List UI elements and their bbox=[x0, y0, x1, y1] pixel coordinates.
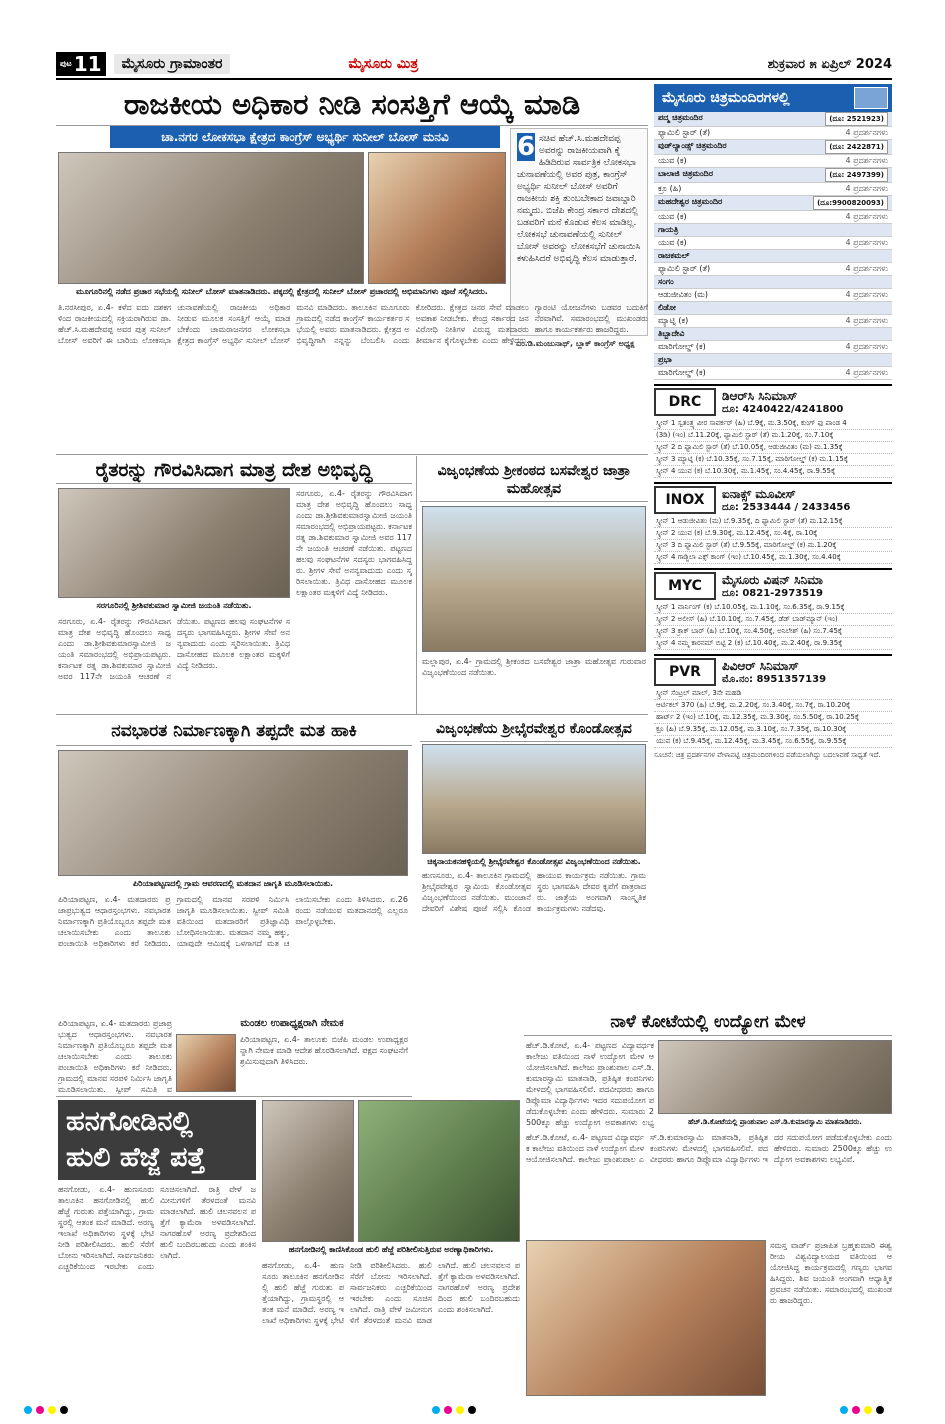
movie-title: ಫ್ಯಾಮಿಲಿ ಸ್ಟಾರ್ (ತೆ) bbox=[658, 264, 711, 273]
multiplex-block bbox=[654, 384, 892, 478]
newspaper-logo: ಮೈಸೂರು ಮಿತ್ರ bbox=[348, 56, 419, 72]
show-row bbox=[654, 127, 892, 140]
kondotsava-photo bbox=[422, 744, 646, 854]
section-title: ಮೈಸೂರು ಗ್ರಾಮಾಂತರ bbox=[114, 54, 231, 74]
kondotsava-caption: ಚಿಕ್ಕನಾಯಕನಹಳ್ಳಿಯಲ್ಲಿ ಶ್ರೀಭೈರವೇಶ್ವರ ಕೊಂಡೋತ್ಸವ ವಿಜೃಂಭಣೆಯಿಂದ ನಡೆಯಿತು. bbox=[427, 857, 641, 866]
lead-headline: ರಾಜಕೀಯ ಅಧಿಕಾರ ನೀಡಿ ಸಂಸತ್ತಿಗೆ ಆಯ್ಕೆ ಮಾಡಿ bbox=[56, 84, 648, 126]
show-row bbox=[654, 263, 892, 276]
movie-title: ಯುವ (ಕ) bbox=[658, 156, 687, 165]
farmers-body: ಸರಗೂರು, ಏ.4- ರೈತರನ್ನು ಗೌರವಿಸಿದಾಗ ಮಾತ್ರ ದೇಶ ಅಭಿವೃದ್ಧಿ ಹೊಂದಲು ಸಾಧ್ಯ ಎಂದು ಡಾ.ಶ್ರೀಶಿವಕುಮಾರಸ್ವಾಮೀಜಿ ಜಯಂತಿ ಸಮಾರಂಭದಲ್ಲಿ ಅಭಿಪ್ರಾಯಪಟ್ಟರು. ಕರ್ನಾಟಕ ರತ್ನ ಡಾ.ಶಿವಕುಮಾರ ಸ್ವಾಮೀಜಿ ಅವರ 117ನೇ ಜಯಂತಿ ಆಚರಣೆ ನಡೆಯಿತು. ಪಟ್ಟಣದ ಹಲವು ಸಂಘಟನೆಗಳ ಸದಸ್ಯರು ಭಾಗವಹಿಸಿದ್ದರು. ಶ್ರೀಗಳ ಸೇವೆ ಅನನ್ಯವಾದುದು ಎಂದು ಸ್ಮರಿಸಲಾಯಿತು. ತ್ರಿವಿಧ ದಾಸೋಹದ ಮೂಲಕ ಲಕ್ಷಾಂತರ ಮಕ್ಕಳಿಗೆ ವಿದ್ಯೆ ನೀಡಿದರು. bbox=[58, 617, 290, 681]
multiplex-phone: ದೂ: 4240422/4241800 bbox=[722, 404, 844, 415]
screen-row: ಸ್ಕ್ರೀನ್ 4 ಗಾಡ್ಜಿಲಾ ಎಕ್ಸ್ ಕಾಂಗ್ (ಇಂ) ಬೆ.10.45ಕ್ಕೆ, ಮ.1.30ಕ್ಕೆ, ಸಂ.4.40ಕ್ಕೆ bbox=[654, 552, 892, 564]
appoint-body: ಪಿರಿಯಾಪಟ್ಟಣ, ಏ.4- ತಾಲೂಕು ಬಿಜೆಪಿ ಮಂಡಲ ಉಪಾಧ್ಯಕ್ಷರನ್ನಾಗಿ ನೇಮಕ ಮಾಡಿ ಆದೇಶ ಹೊರಡಿಸಲಾಗಿದೆ. ಪಕ್ಷದ ಸಂಘಟನೆಗೆ ಶ್ರಮಿಸುವುದಾಗಿ ತಿಳಿಸಿದರು. bbox=[240, 1035, 408, 1066]
show-count: 4 ಪ್ರದರ್ಶನಗಳು bbox=[845, 368, 888, 377]
divider bbox=[416, 456, 417, 714]
vote-body: ಪಿರಿಯಾಪಟ್ಟಣ, ಏ.4- ಮತದಾರರು ಪ್ರಜಾಪ್ರಭುತ್ವದ ಆಧಾರಸ್ತಂಭಗಳು. ನವಭಾರತ ನಿರ್ಮಾಣಕ್ಕಾಗಿ ಪ್ರತಿಯೊಬ್ಬರೂ ತಪ್ಪದೇ ಮತ ಚಲಾಯಿಸಬೇಕು ಎಂದು ತಾಲೂಕು ಪಂಚಾಯಿತಿ ಅಧಿಕಾರಿಗಳು ಕರೆ ನೀಡಿದರು. ಗ್ರಾಮದಲ್ಲಿ ಮಾನವ ಸರಪಳಿ ನಿರ್ಮಿಸಿ ಜಾಗೃತಿ ಮೂಡಿಸಲಾಯಿತು. ಸ್ವೀಪ್ ಸಮಿತಿ ವತಿಯಿಂದ ಮತದಾರರಿಗೆ ಪ್ರತಿಜ್ಞಾವಿಧಿ ಬೋಧಿಸಲಾಯಿತು. ಮತದಾನ ನಮ್ಮ ಹಕ್ಕು, ಯಾವುದೇ ಆಮಿಷಕ್ಕೆ ಒಳಗಾಗದೆ ಮತ ಚಲಾಯಿಸಬೇಕು ಎಂದು ತಿಳಿಸಿದರು. ಏ.26ರಂದು ನಡೆಯುವ ಮತದಾನದಲ್ಲಿ ಎಲ್ಲರೂ ಪಾಲ್ಗೊಳ್ಳಬೇಕು. bbox=[58, 895, 408, 948]
cinema-panel-title: ಮೈಸೂರು ಚಿತ್ರಮಂದಿರಗಳಲ್ಲಿ bbox=[654, 84, 892, 112]
tiger-body-cont: ಹನಗೋಡು, ಏ.4- ಹುಣಸೂರು ತಾಲೂಕಿನ ಹನಗೋಡಿನಲ್ಲಿ ಹುಲಿ ಹೆಜ್ಜೆ ಗುರುತು ಪತ್ತೆಯಾಗಿದ್ದು, ಗ್ರಾಮಸ್ಥರಲ್ಲಿ ಆತಂಕ ಮನೆ ಮಾಡಿದೆ. ಅರಣ್ಯ ಇಲಾಖೆ ಅಧಿಕಾರಿಗಳು ಸ್ಥಳಕ್ಕೆ ಭೇಟಿ ನೀಡಿ ಪರಿಶೀಲಿಸಿದರು. ಹುಲಿ ಸೆರೆಗೆ ಬೋನು ಇರಿಸಲಾಗಿದೆ. ಸಾರ್ವಜನಿಕರು ಎಚ್ಚರಿಕೆಯಿಂದ ಇರಬೇಕು ಎಂದು ಸೂಚಿಸಲಾಗಿದೆ. ರಾತ್ರಿ ವೇಳೆ ಜಮೀನುಗಳಿಗೆ ತೆರಳದಂತೆ ಮನವಿ ಮಾಡಲಾಗಿದೆ. ಹುಲಿ ಚಲನವಲನ ಪತ್ತೆಗೆ ಕ್ಯಾಮೆರಾ ಅಳವಡಿಸಲಾಗಿದೆ. ನಾಗರಹೊಳೆ ಅರಣ್ಯ ಪ್ರದೇಶದಿಂದ ಹುಲಿ ಬಂದಿರಬಹುದು ಎಂದು ಶಂಕಿಸಲಾಗಿದೆ. bbox=[262, 1261, 520, 1325]
lead-photo-rally bbox=[58, 152, 364, 284]
theatre-name: ಬಾಲಾಜಿ ಚಿತ್ರಮಂದಿರ bbox=[658, 169, 713, 178]
show-row bbox=[654, 315, 892, 328]
lead-photo-puja bbox=[368, 152, 506, 284]
multiplex-header bbox=[654, 482, 892, 516]
multiplex-header bbox=[654, 568, 892, 602]
registration-dot bbox=[876, 1406, 884, 1414]
event-body: ಸಮಸ್ತ ವಾರ್ಡ್ ಪ್ರಜಾಪಿತ ಬ್ರಹ್ಮಕುಮಾರಿ ಈಶ್ವರೀಯ ವಿಶ್ವವಿದ್ಯಾಲಯದ ವತಿಯಿಂದ ಆಯೋಜಿಸಿದ್ದ ಕಾರ್ಯಕ್ರಮದಲ್ಲಿ ಗಣ್ಯರು ಭಾಗವಹಿಸಿದ್ದರು. ಶಿವ ಜಯಂತಿ ಅಂಗವಾಗಿ ಆಧ್ಯಾತ್ಮಿಕ ಪ್ರವಚನ ನಡೆಯಿತು. ಸಮಾರಂಭದಲ್ಲಿ ಮುಖಂಡರು ಹಾಜರಿದ್ದರು. bbox=[770, 1241, 892, 1305]
theatre-name: ತಿಬ್ಬಾದೇವಿ bbox=[658, 329, 685, 338]
screen-row: ಸ್ಕ್ರೀನ್ ಸೆಂಟ್ರಲ್ ಮಾಲ್, 3ನೇ ಮಹಡಿ bbox=[654, 688, 892, 700]
movie-title: ಕ್ರೂ (ಹಿ) bbox=[658, 184, 682, 193]
quote-attribution: - ಎಂ.ಡಿ.ಮಂಜುನಾಥ್, ಬ್ಲಾಕ್ ಕಾಂಗ್ರೆಸ್ ಅಧ್ಯಕ್ಷ bbox=[510, 339, 635, 348]
job-body: ಹೆಚ್.ಡಿ.ಕೋಟೆ, ಏ.4- ಪಟ್ಟಣದ ವಿದ್ಯಾವರ್ಧಕ ಕಾಲೇಜು ವತಿಯಿಂದ ನಾಳೆ ಉದ್ಯೋಗ ಮೇಳ ಆಯೋಜಿಸಲಾಗಿದೆ. ಕಾಲೇಜು ಪ್ರಾಂಶುಪಾಲ ಎಸ್.ಡಿ.ಕುಮಾರಸ್ವಾಮಿ ಮಾತನಾಡಿ, ಪ್ರತಿಷ್ಠಿತ ಕಂಪನಿಗಳು ಮೇಳದಲ್ಲಿ ಭಾಗವಹಿಸಲಿವೆ. ಪದವೀಧರರು ಹಾಗೂ ಡಿಪ್ಲೊಮಾ ವಿದ್ಯಾರ್ಥಿಗಳು ಇದರ ಸದುಪಯೋಗ ಪಡೆದುಕೊಳ್ಳಬೇಕು ಎಂದು ಹೇಳಿದರು. ಸುಮಾರು 2500ಕ್ಕೂ ಹೆಚ್ಚು ಉದ್ಯೋಗ ಅವಕಾಶಗಳು ಲಭ್ಯ bbox=[526, 1041, 654, 1127]
movie-title: ಆಡುಜೀವಿತಂ (ಮ) bbox=[658, 290, 708, 299]
screen-row: ಸ್ಕ್ರೀನ್ 3 ದಿ ಫ್ಯಾಮಿಲಿ ಸ್ಟಾರ್ (ತೆ) ಬೆ.9.55ಕ್ಕೆ, ಮಾರಿಗೋಲ್ಡ್ (ಕ) ಮ.1.20ಕ್ಕೆ bbox=[654, 540, 892, 552]
multiplex-name: ಪಿವಿಆರ್ ಸಿನಿಮಾಸ್ bbox=[722, 659, 799, 673]
multiplex-phone: ದೂ: 2533444 / 2433456 bbox=[722, 502, 851, 513]
appoint-headline: ಮಂಡಲ ಉಪಾಧ್ಯಕ್ಷರಾಗಿ ನೇಮಕ bbox=[240, 1018, 344, 1029]
screen-row: ಸ್ಕ್ರೀನ್ 1 ಆಡುಜೀವಿತಂ (ಮ) ಬೆ.9.35ಕ್ಕೆ, ದಿ ಫ್ಯಾಮಿಲಿ ಸ್ಟಾರ್ (ತೆ) ಮ.12.15ಕ್ಕೆ bbox=[654, 516, 892, 528]
kondotsava-headline: ವಿಜೃಂಭಣೆಯ ಶ್ರೀಭೈರವೇಶ್ವರ ಕೊಂಡೋತ್ಸವ bbox=[420, 716, 648, 742]
movie-title: ಮಾರಿಗೋಲ್ಡ್ (ಕ) bbox=[658, 368, 706, 377]
theatre-name: ಪದ್ಮ ಚಿತ್ರಮಂದಿರ bbox=[658, 113, 703, 122]
theatre-name: ಪ್ರಭಾ bbox=[658, 355, 672, 364]
lead-body: ತಿ.ನರಸೀಪುರ, ಏ.4- ಕಳೆದ ಐದು ದಶಕಗಳಿಂದ ರಾಜಕೀಯದಲ್ಲಿ ಸಕ್ರಿಯರಾಗಿರುವ ಡಾ.ಹೆಚ್.ಸಿ.ಮಹದೇವಪ್ಪ ಅವರ ಪುತ್ರ ಸುನೀಲ್ ಬೋಸ್ ಅವರಿಗೆ ಈ ಬಾರಿಯ ಲೋಕಸಭಾ ಚುನಾವಣೆಯಲ್ಲಿ ರಾಜಕೀಯ ಅಧಿಕಾರ ನೀಡುವ ಮೂಲಕ ಸಂಸತ್ತಿಗೆ ಆಯ್ಕೆ ಮಾಡಬೇಕೆಂದು ಚಾಮರಾಜನಗರ ಲೋಕಸಭಾ ಕ್ಷೇತ್ರದ ಕಾಂಗ್ರೆಸ್ ಅಭ್ಯರ್ಥಿ ಸುನೀಲ್ ಬೋಸ್ ಮನವಿ ಮಾಡಿದರು. ತಾಲೂಕಿನ ಮೂಗೂರು ಗ್ರಾಮದಲ್ಲಿ ನಡೆದ ಕಾಂಗ್ರೆಸ್ ಕಾರ್ಯಕರ್ತರ ಸಭೆಯಲ್ಲಿ ಅವರು ಮಾತನಾಡಿದರು. ಕ್ಷೇತ್ರದ ಅಭಿವೃದ್ಧಿಗಾಗಿ ನನ್ನನ್ನು ಬೆಂಬಲಿಸಿ ಎಂದು ಕೋರಿದರು. ಕ್ಷೇತ್ರದ ಜನರ ಸೇವೆ ಮಾಡಲು ಅವಕಾಶ ನೀಡಬೇಕು. ಕೇಂದ್ರ ಸರ್ಕಾರದ ಜನವಿರೋಧಿ ನೀತಿಗಳ ವಿರುದ್ಧ ಮತದಾರರು ತೀರ್ಮಾನ ಕೈಗೊಳ್ಳಬೇಕು ಎಂದು ಹೇಳಿದರು. ಗ್ಯಾರಂಟಿ ಯೋಜನೆಗಳು ಬಡವರ ಬದುಕಿಗೆ ನೆರವಾಗಿವೆ. ಸಮಾರಂಭದಲ್ಲಿ ಮುಖಂಡರು ಹಾಗೂ ಕಾರ್ಯಕರ್ತರು ಹಾಜರಿದ್ದರು. bbox=[58, 303, 648, 345]
theatre-name-row bbox=[654, 196, 892, 211]
show-count: 4 ಪ್ರದರ್ಶನಗಳು bbox=[845, 316, 888, 325]
tiger-caption: ಹನಗೋಡಿನಲ್ಲಿ ಕಾಣಿಸಿಕೊಂಡ ಹುಲಿ ಹೆಜ್ಜೆ ಪರಿಶೀಲಿಸುತ್ತಿರುವ ಅರಣ್ಯಾಧಿಕಾರಿಗಳು. bbox=[288, 1245, 494, 1254]
multiplex-block bbox=[654, 654, 892, 748]
multiplex-block bbox=[654, 568, 892, 650]
theatre-name-row bbox=[654, 302, 892, 315]
farmers-body-cont: ಸರಗೂರು, ಏ.4- ರೈತರನ್ನು ಗೌರವಿಸಿದಾಗ ಮಾತ್ರ ದೇಶ ಅಭಿವೃದ್ಧಿ ಹೊಂದಲು ಸಾಧ್ಯ ಎಂದು ಡಾ.ಶ್ರೀಶಿವಕುಮಾರಸ್ವಾಮೀಜಿ ಜಯಂತಿ ಸಮಾರಂಭದಲ್ಲಿ ಅಭಿಪ್ರಾಯಪಟ್ಟರು. ಕರ್ನಾಟಕ ರತ್ನ ಡಾ.ಶಿವಕುಮಾರ ಸ್ವಾಮೀಜಿ ಅವರ 117ನೇ ಜಯಂತಿ ಆಚರಣೆ ನಡೆಯಿತು. ಪಟ್ಟಣದ ಹಲವು ಸಂಘಟನೆಗಳ ಸದಸ್ಯರು ಭಾಗವಹಿಸಿದ್ದರು. ಶ್ರೀಗಳ ಸೇವೆ ಅನನ್ಯವಾದುದು ಎಂದು ಸ್ಮರಿಸಲಾಯಿತು. ತ್ರಿವಿಧ ದಾಸೋಹದ ಮೂಲಕ ಲಕ್ಷಾಂತರ ಮಕ್ಕಳಿಗೆ ವಿದ್ಯೆ ನೀಡಿದರು. bbox=[296, 489, 412, 597]
lead-subhead: ಚಾ.ನಗರ ಲೋಕಸಭಾ ಕ್ಷೇತ್ರದ ಕಾಂಗ್ರೆಸ್ ಅಭ್ಯರ್ಥಿ ಸುನೀಲ್ ಬೋಸ್ ಮನವಿ bbox=[110, 126, 500, 148]
theatre-phone: (ದೂ: 2497399) bbox=[825, 168, 888, 182]
tiger-pugmark-photo bbox=[262, 1100, 354, 1242]
multiplex-block bbox=[654, 482, 892, 564]
cinema-listings bbox=[654, 84, 892, 770]
theatre-name-row bbox=[654, 276, 892, 289]
registration-dot bbox=[840, 1406, 848, 1414]
issue-date: ಶುಕ್ರವಾರ ೫ ಏಪ್ರಿಲ್ 2024 bbox=[767, 56, 892, 72]
vote-photo bbox=[58, 750, 408, 876]
farmers-caption: ಸರಗೂರಿನಲ್ಲಿ ಶ್ರೀಶಿವಕುಮಾರ ಸ್ವಾಮೀಜಿ ಜಯಂತಿ ನಡೆಯಿತು. bbox=[96, 601, 252, 610]
theatre-phone: (ದೂ:9900820093) bbox=[813, 196, 888, 210]
registration-dot bbox=[24, 1406, 32, 1414]
job-headline: ನಾಳೆ ಕೋಟೆಯಲ್ಲಿ ಉದ್ಯೋಗ ಮೇಳ bbox=[524, 1008, 892, 1036]
show-row bbox=[654, 237, 892, 250]
screen-row: ಸ್ಕ್ರೀನ್ 4 ನಮ್ಮ ಕಾರನಮ್ ಬಿಟ್ಟಿ 2 (ಕ) ಬೆ.10.40ಕ್ಕೆ, ಮ.2.40ಕ್ಕೆ, ರಾ.9.35ಕ್ಕೆ bbox=[654, 638, 892, 650]
screen-row: ಸ್ಕ್ರೀನ್ 2 ದಿ ಫ್ಯಾಮಿಲಿ ಸ್ಟಾರ್ (ತೆ) ಬೆ.10.05ಕ್ಕೆ, ಆಡುಜೀವಿತಂ (ಮ) ಮ.1.35ಕ್ಕೆ bbox=[654, 442, 892, 454]
show-count: 4 ಪ್ರದರ್ಶನಗಳು bbox=[845, 342, 888, 351]
movie-title: ಯುವ (ಕ) bbox=[658, 212, 687, 221]
registration-dot bbox=[444, 1406, 452, 1414]
multiplex-logo: DRC bbox=[654, 388, 716, 416]
kondotsava-body: ಹುಣಸೂರು, ಏ.4- ತಾಲೂಕಿನ ಗ್ರಾಮದಲ್ಲಿ ಶ್ರೀಭೈರವೇಶ್ವರ ಸ್ವಾಮಿಯ ಕೊಂಡೋತ್ಸವ ವಿಜೃಂಭಣೆಯಿಂದ ನಡೆಯಿತು. ಮುಂಜಾನೆ ದೇವರಿಗೆ ವಿಶೇಷ ಪೂಜೆ ಸಲ್ಲಿಸಿ ಕೊಂಡ ಹಾಯುವ ಕಾರ್ಯಕ್ರಮ ನಡೆಯಿತು. ಗ್ರಾಮಸ್ಥರು ಭಾಗವಹಿಸಿ ದೇವರ ಕೃಪೆಗೆ ಪಾತ್ರರಾದರು. ಜಾತ್ರೆಯ ಅಂಗವಾಗಿ ಸಾಂಸ್ಕೃತಿಕ ಕಾರ್ಯಕ್ರಮಗಳು ನಡೆದವು. bbox=[422, 871, 646, 913]
theatre-name: ಮಹದೇಶ್ವರ ಚಿತ್ರಮಂದಿರ bbox=[658, 197, 723, 206]
movie-title: ಫ್ಯಾಮಿಲಿ ಸ್ಟಾರ್ (ತೆ) bbox=[658, 128, 711, 137]
job-photo bbox=[658, 1040, 892, 1114]
theatre-name-row bbox=[654, 140, 892, 155]
divider bbox=[56, 714, 648, 715]
show-count: 4 ಪ್ರದರ್ಶನಗಳು bbox=[845, 290, 888, 299]
show-row bbox=[654, 183, 892, 196]
registration-dot bbox=[468, 1406, 476, 1414]
quote-number: 6 bbox=[516, 132, 536, 162]
print-registration-right bbox=[840, 1406, 884, 1414]
show-row bbox=[654, 211, 892, 224]
multiplex-logo: INOX bbox=[654, 486, 716, 514]
screen-row: ಆರ್ಟಿಕಲ್ 370 (ಹಿ) ಬೆ.9ಕ್ಕೆ, ಮ.2.20ಕ್ಕೆ, ಸಂ.3.40ಕ್ಕೆ, ಸಂ.7ಕ್ಕೆ, ರಾ.10.20ಕ್ಕೆ bbox=[654, 700, 892, 712]
theatre-name-row bbox=[654, 168, 892, 183]
tiger-headline-line2: ಹುಲಿ ಹೆಜ್ಜೆ ಪತ್ತೆ bbox=[66, 1142, 206, 1173]
show-count: 4 ಪ್ರದರ್ಶನಗಳು bbox=[845, 184, 888, 193]
registration-dot bbox=[456, 1406, 464, 1414]
screen-row: ಸ್ಕ್ರೀನ್ 3 ಮ್ಯಾಟ್ನಿ (ಕ) ಬೆ.10.35ಕ್ಕೆ, ಸಂ.7.15ಕ್ಕೆ, ಮಾರಿಗೋಲ್ಡ್ (ಕ) ಮ.1.15ಕ್ಕೆ bbox=[654, 454, 892, 466]
screen-row: ಸ್ಕ್ರೀನ್ 3 ಕ್ರಾಕ್ ಬಾರ್ (ಹಿ) ಬೆ.10ಕ್ಕೆ, ಸಂ.4.50ಕ್ಕೆ, ಅನಿಲೇಶ್ (ಹಿ) ಸಂ.7.45ಕ್ಕೆ bbox=[654, 626, 892, 638]
farmers-photo bbox=[58, 488, 290, 598]
multiplex-phone: ದೂ: 0821-2973519 bbox=[722, 588, 824, 599]
theatre-phone: (ದೂ: 2422871) bbox=[825, 140, 888, 154]
show-count: 4 ಪ್ರದರ್ಶನಗಳು bbox=[845, 264, 888, 273]
tiger-officials-photo bbox=[358, 1100, 520, 1242]
quote-text: ಸಚಿವ ಹೆಚ್.ಸಿ.ಮಹದೇವಪ್ಪ ಅವರನ್ನು ರಾಜಕೀಯವಾಗಿ ಕೈ ಹಿಡಿದಿರುವ ಸಾರ್ವತ್ರಿಕ ಲೋಕಸಭಾ ಚುನಾವಣೆಯಲ್ಲಿ ಅವರ ಪುತ್ರ, ಕಾಂಗ್ರೆಸ್ ಅಭ್ಯರ್ಥಿ ಸುನೀಲ್ ಬೋಸ್ ಅವರಿಗೆ ರಾಜಕೀಯ ಶಕ್ತಿ ತುಂಬಬೇಕಾದ ಜವಾಬ್ದಾರಿ ನಮ್ಮದು. ಬಿಜೆಪಿ ಕೇಂದ್ರ ಸರ್ಕಾರ ದೇಶದಲ್ಲಿ ಬಡವರಿಗೆ ಮನೆ ಕೊಡುವ ಕೆಲಸ ಮಾಡಿಲ್ಲ. ಲೋಕಸಭೆ ಚುನಾವಣೆಯಲ್ಲಿ ಸುನೀಲ್ ಬೋಸ್ ಅವರನ್ನು ಲೋಕಸಭೆಗೆ ಚುನಾಯಿಸಿ ಕಳುಹಿಸಿದರೆ ಅಭಿವೃದ್ಧಿ ಕೆಲಸ ಮಾಡುತ್ತಾರೆ. bbox=[517, 134, 641, 264]
job-caption: ಹೆಚ್.ಡಿ.ಕೋಟೆಯಲ್ಲಿ ಪ್ರಾಂಶುಪಾಲ ಎಸ್.ಡಿ.ಕುಮಾರಸ್ವಾಮಿ ಮಾತನಾಡಿದರು. bbox=[688, 1118, 862, 1126]
theatre-name-row bbox=[654, 224, 892, 237]
multiplex-name: ಮೈಸೂರು ವಿಷನ್ ಸಿನಿಮಾ bbox=[722, 573, 823, 587]
screen-row: ಸ್ಕ್ರೀನ್ 2 ಅಲೀಸ್ (ಹಿ) ಬೆ.10.10ಕ್ಕೆ, ಸಂ.7.45ಕ್ಕೆ, ಡೆಡ್ ಬಾಡ್‌ಮ್ಯಾನ್ (ಇಂ) bbox=[654, 614, 892, 626]
theatre-name: ವುಡ್‌ಲ್ಯಾಂಡ್ಸ್ ಚಿತ್ರಮಂದಿರ bbox=[658, 141, 727, 150]
tiger-headline bbox=[58, 1100, 256, 1180]
show-row bbox=[654, 155, 892, 168]
vote-headline: ನವಭಾರತ ನಿರ್ಮಾಣಕ್ಕಾಗಿ ತಪ್ಪದೇ ಮತ ಹಾಕಿ bbox=[56, 716, 412, 746]
multiplex-list bbox=[654, 384, 892, 748]
theatre-phone: (ದೂ: 2521923) bbox=[825, 112, 888, 126]
lead-photo-caption: ಮೂಗೂರಿನಲ್ಲಿ ನಡೆದ ಪ್ರಚಾರ ಸಭೆಯಲ್ಲಿ ಸುನೀಲ್ ಬೋಸ್ ಮಾತನಾಡಿದರು. ಪಕ್ಕದಲ್ಲಿ ಕ್ಷೇತ್ರದಲ್ಲಿ ಸುನೀಲ್ ಬೋಸ್ ಪ್ರಚಾರದಲ್ಲಿ ಅಭಿಮಾನಿಗಳು ಪೂಜೆ ಸಲ್ಲಿಸಿದರು. bbox=[76, 287, 488, 296]
header-rule bbox=[56, 78, 892, 80]
screen-row: ಹಾರ್ಟ್ 2 (ಇಂ) ಬೆ.10ಕ್ಕೆ, ಮ.12.35ಕ್ಕೆ, ಮ.3.30ಕ್ಕೆ, ಸಂ.5.50ಕ್ಕೆ, ರಾ.10.25ಕ್ಕೆ bbox=[654, 712, 892, 724]
show-count: 4 ಪ್ರದರ್ಶನಗಳು bbox=[845, 238, 888, 247]
jatre-photo bbox=[422, 506, 646, 652]
movie-title: ಮಾರಿಗೋಲ್ಡ್ (ಕ) bbox=[658, 342, 706, 351]
theatre-table bbox=[654, 112, 892, 380]
multiplex-header bbox=[654, 654, 892, 688]
multiplex-phone: ಮೊ.ನಂ: 8951357139 bbox=[722, 674, 827, 685]
screen-row: ಸ್ಕ್ರೀನ್ 1 ಸ್ವತಂತ್ರ್ಯ ವೀರ ಸಾವರ್ಕರ್ (ಹಿ) ಬೆ.9ಕ್ಕೆ, ಮ.3.50ಕ್ಕೆ, ಕುಂಗ್ ಫು ಪಾಂಡ 4 bbox=[654, 418, 892, 430]
show-row bbox=[654, 367, 892, 380]
theatre-name: ಗಾಯತ್ರಿ bbox=[658, 225, 679, 234]
jatre-caption: ಮಲ್ಲಾಪುರ, ಏ.4- ಗ್ರಾಮದಲ್ಲಿ ಶ್ರೀಕಂಠದ ಬಸವೇಶ್ವರ ಜಾತ್ರಾ ಮಹೋತ್ಸವ ಗುರುವಾರ ವಿಜೃಂಭಣೆಯಿಂದ ನಡೆಯಿತು. bbox=[422, 657, 646, 677]
multiplex-logo: MYC bbox=[654, 572, 716, 600]
tiger-body: ಹನಗೋಡು, ಏ.4- ಹುಣಸೂರು ತಾಲೂಕಿನ ಹನಗೋಡಿನಲ್ಲಿ ಹುಲಿ ಹೆಜ್ಜೆ ಗುರುತು ಪತ್ತೆಯಾಗಿದ್ದು, ಗ್ರಾಮಸ್ಥರಲ್ಲಿ ಆತಂಕ ಮನೆ ಮಾಡಿದೆ. ಅರಣ್ಯ ಇಲಾಖೆ ಅಧಿಕಾರಿಗಳು ಸ್ಥಳಕ್ಕೆ ಭೇಟಿ ನೀಡಿ ಪರಿಶೀಲಿಸಿದರು. ಹುಲಿ ಸೆರೆಗೆ ಬೋನು ಇರಿಸಲಾಗಿದೆ. ಸಾರ್ವಜನಿಕರು ಎಚ್ಚರಿಕೆಯಿಂದ ಇರಬೇಕು ಎಂದು ಸೂಚಿಸಲಾಗಿದೆ. ರಾತ್ರಿ ವೇಳೆ ಜಮೀನುಗಳಿಗೆ ತೆರಳದಂತೆ ಮನವಿ ಮಾಡಲಾಗಿದೆ. ಹುಲಿ ಚಲನವಲನ ಪತ್ತೆಗೆ ಕ್ಯಾಮೆರಾ ಅಳವಡಿಸಲಾಗಿದೆ. ನಾಗರಹೊಳೆ ಅರಣ್ಯ ಪ್ರದೇಶದಿಂದ ಹುಲಿ ಬಂದಿರಬಹುದು ಎಂದು ಶಂಕಿಸಲಾಗಿದೆ. bbox=[58, 1185, 256, 1271]
show-count: 4 ಪ್ರದರ್ಶನಗಳು bbox=[845, 212, 888, 221]
theatre-name: ಸಂಗಂ bbox=[658, 277, 674, 286]
divider bbox=[56, 1096, 412, 1097]
multiplex-name: ಐನಾಕ್ಸ್ ಮೂವೀಸ್ bbox=[722, 487, 796, 501]
tiger-headline-line1: ಹನಗೋಡಿನಲ್ಲಿ bbox=[66, 1106, 193, 1137]
registration-dot bbox=[48, 1406, 56, 1414]
page-number-badge: ಪುಟ 11 bbox=[56, 52, 106, 76]
movie-title: ಯುವ (ಕ) bbox=[658, 238, 687, 247]
screen-row: ಸ್ಕ್ರೀನ್ 2 ಯುವ (ಕ) ಬೆ.9.30ಕ್ಕೆ, ಮ.12.45ಕ್ಕೆ, ಸಂ.4ಕ್ಕೆ, ರಾ.10ಕ್ಕೆ bbox=[654, 528, 892, 540]
vote-caption: ಪಿರಿಯಾಪಟ್ಟಣದಲ್ಲಿ ಗ್ರಾಮ ಆವರಣದಲ್ಲಿ ಮತದಾನ ಜಾಗೃತಿ ಮೂಡಿಸಲಾಯಿತು. bbox=[132, 879, 334, 888]
registration-dot bbox=[864, 1406, 872, 1414]
jatre-headline: ವಿಜೃಂಭಣೆಯ ಶ್ರೀಕಂಠದ ಬಸವೇಶ್ವರ ಜಾತ್ರಾ ಮಹೋತ್ಸವ bbox=[420, 458, 648, 502]
registration-dot bbox=[852, 1406, 860, 1414]
theatre-name: ಲಿಡೋ bbox=[658, 303, 676, 312]
theatre-name-row bbox=[654, 328, 892, 341]
registration-dot bbox=[36, 1406, 44, 1414]
print-registration-center bbox=[432, 1406, 476, 1414]
appoint-portrait bbox=[176, 1034, 236, 1092]
screen-row: ಸ್ಕ್ರೀನ್ 4 ಯುವ (ಕ) ಬೆ.10.30ಕ್ಕೆ, ಮ.1.45ಕ್ಕೆ, ಸಂ.4.45ಕ್ಕೆ, ರಾ.9.55ಕ್ಕೆ bbox=[654, 466, 892, 478]
multiplex-name: ಡಿಆರ್‌ಸಿ ಸಿನಿಮಾಸ್ bbox=[722, 389, 798, 403]
masthead bbox=[56, 52, 892, 76]
theatre-name: ರಾಜಕಮಲ್ bbox=[658, 251, 690, 260]
registration-dot bbox=[60, 1406, 68, 1414]
show-count: 4 ಪ್ರದರ್ಶನಗಳು bbox=[845, 128, 888, 137]
event-photo bbox=[526, 1240, 766, 1396]
show-count: 4 ಪ್ರದರ್ಶನಗಳು bbox=[845, 156, 888, 165]
screen-row: ಕ್ರೂ (ಹಿ) ಬೆ.9.35ಕ್ಕೆ, ಮ.12.05ಕ್ಕೆ, ಮ.3.10ಕ್ಕೆ, ಸಂ.7.35ಕ್ಕೆ, ರಾ.10.30ಕ್ಕೆ bbox=[654, 724, 892, 736]
print-registration-left bbox=[24, 1406, 68, 1414]
job-body-cont: ಹೆಚ್.ಡಿ.ಕೋಟೆ, ಏ.4- ಪಟ್ಟಣದ ವಿದ್ಯಾವರ್ಧಕ ಕಾಲೇಜು ವತಿಯಿಂದ ನಾಳೆ ಉದ್ಯೋಗ ಮೇಳ ಆಯೋಜಿಸಲಾಗಿದೆ. ಕಾಲೇಜು ಪ್ರಾಂಶುಪಾಲ ಎಸ್.ಡಿ.ಕುಮಾರಸ್ವಾಮಿ ಮಾತನಾಡಿ, ಪ್ರತಿಷ್ಠಿತ ಕಂಪನಿಗಳು ಮೇಳದಲ್ಲಿ ಭಾಗವಹಿಸಲಿವೆ. ಪದವೀಧರರು ಹಾಗೂ ಡಿಪ್ಲೊಮಾ ವಿದ್ಯಾರ್ಥಿಗಳು ಇದರ ಸದುಪಯೋಗ ಪಡೆದುಕೊಳ್ಳಬೇಕು ಎಂದು ಹೇಳಿದರು. ಸುಮಾರು 2500ಕ್ಕೂ ಹೆಚ್ಚು ಉದ್ಯೋಗ ಅವಕಾಶಗಳು ಲಭ್ಯವಿವೆ. bbox=[526, 1133, 892, 1164]
vote-body-cont: ಪಿರಿಯಾಪಟ್ಟಣ, ಏ.4- ಮತದಾರರು ಪ್ರಜಾಪ್ರಭುತ್ವದ ಆಧಾರಸ್ತಂಭಗಳು. ನವಭಾರತ ನಿರ್ಮಾಣಕ್ಕಾಗಿ ಪ್ರತಿಯೊಬ್ಬರೂ ತಪ್ಪದೇ ಮತ ಚಲಾಯಿಸಬೇಕು ಎಂದು ತಾಲೂಕು ಪಂಚಾಯಿತಿ ಅಧಿಕಾರಿಗಳು ಕರೆ ನೀಡಿದರು. ಗ್ರಾಮದಲ್ಲಿ ಮಾನವ ಸರಪಳಿ ನಿರ್ಮಿಸಿ ಜಾಗೃತಿ ಮೂಡಿಸಲಾಯಿತು. ಸ್ವೀಪ್ ಸಮಿತಿ ವ bbox=[58, 1019, 172, 1094]
registration-dot bbox=[432, 1406, 440, 1414]
divider bbox=[56, 454, 648, 455]
multiplex-header bbox=[654, 384, 892, 418]
screen-row: ಯುವ (ಕ) ಬೆ.9.45ಕ್ಕೆ, ಮ.12.45ಕ್ಕೆ, ಮ.3.45ಕ್ಕೆ, ಸಂ.6.55ಕ್ಕೆ, ರಾ.9.55ಕ್ಕೆ bbox=[654, 736, 892, 748]
screen-row: ಸ್ಕ್ರೀನ್ 1 ವಾರ್ನಿಂಗ್ (ಕ) ಬೆ.10.05ಕ್ಕೆ, ಮ.1.10ಕ್ಕೆ, ಸಂ.6.35ಕ್ಕೆ, ರಾ.9.15ಕ್ಕೆ bbox=[654, 602, 892, 614]
cinema-screen-icon bbox=[854, 87, 888, 109]
show-row bbox=[654, 289, 892, 302]
theatre-name-row bbox=[654, 354, 892, 367]
movie-title: ಮ್ಯಾಟ್ನಿ (ಕ) bbox=[658, 316, 689, 325]
cinema-note: ಸೂಚನೆ: ಚಿತ್ರ ಪ್ರದರ್ಶನಗಳ ವೇಳಾಪಟ್ಟಿ ಚಿತ್ರಮಂದಿರಗಳಿಂದ ಪಡೆಯಲಾಗಿದ್ದು ಬದಲಾವಣೆ ಸಾಧ್ಯತೆ ಇದೆ. bbox=[654, 751, 881, 759]
screen-row: (3ಡಿ) (ಇಂ) ಬೆ.11.20ಕ್ಕೆ, ಫ್ಯಾಮಿಲಿ ಸ್ಟಾರ್ (ತೆ) ಮ.1.20ಕ್ಕೆ, ಸಂ.7.10ಕ್ಕೆ bbox=[654, 430, 892, 442]
theatre-name-row bbox=[654, 112, 892, 127]
theatre-name-row bbox=[654, 250, 892, 263]
multiplex-logo: PVR bbox=[654, 658, 716, 686]
farmers-headline: ರೈತರನ್ನು ಗೌರವಿಸಿದಾಗ ಮಾತ್ರ ದೇಶ ಅಭಿವೃದ್ಧಿ bbox=[56, 456, 412, 484]
show-row bbox=[654, 341, 892, 354]
